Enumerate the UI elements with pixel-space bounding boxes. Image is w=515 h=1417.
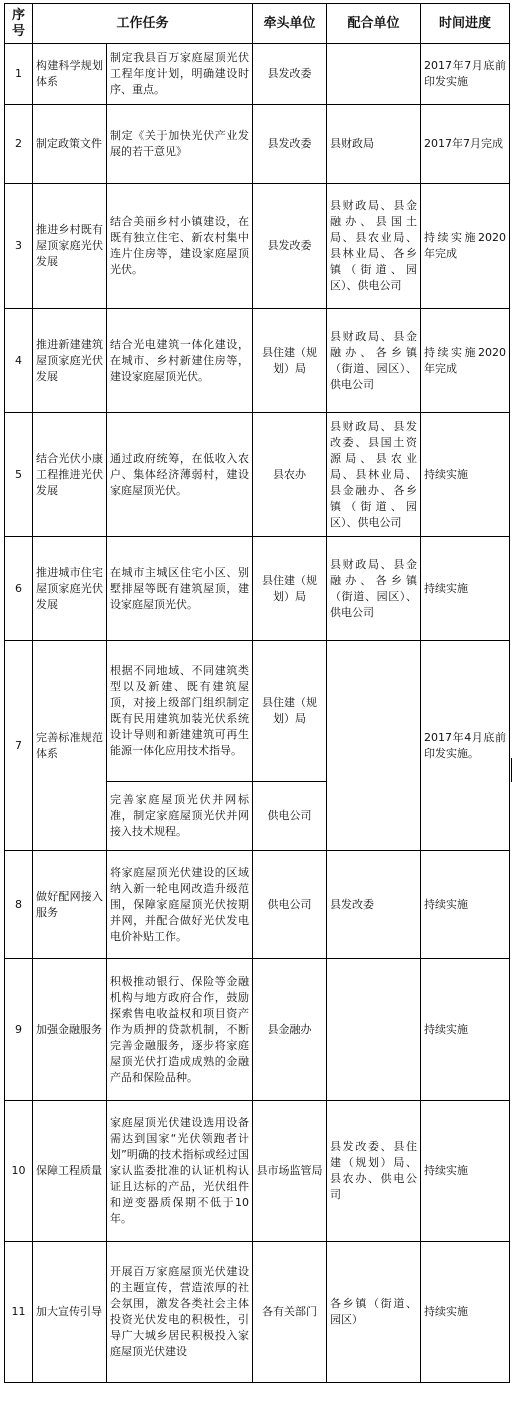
task-category: 保障工程质量 — [33, 1101, 107, 1242]
lead-unit: 各有关部门 — [253, 1242, 327, 1383]
task-description: 通过政府统筹，在低收入农户、集体经济薄弱村，建设家庭屋顶光伏。 — [107, 413, 253, 537]
header-lead-unit: 牵头单位 — [253, 4, 327, 44]
lead-unit: 供电公司 — [253, 851, 327, 959]
lead-unit: 县市场监管局 — [253, 1101, 327, 1242]
cooperate-unit: 县财政局、县金融办、各乡镇（街道、园区）、供电公司 — [327, 309, 421, 413]
header-task: 工作任务 — [33, 4, 253, 44]
cooperate-unit: 县财政局、县发改委、县国土资源局、县农业局、县林业局、县金融办、各乡镇（街道、园区）、供电公司 — [327, 413, 421, 537]
lead-unit: 县住建（规划）局 — [253, 309, 327, 413]
cooperate-unit: 县发改委 — [327, 851, 421, 959]
lead-unit: 县金融办 — [253, 959, 327, 1101]
task-description: 根据不同地域、不同建筑类型以及新建、既有建筑屋顶，对接上级部门组织制定既有民用建筑加装光伏系统设计导则和新建建筑可再生能源一体化应用技术指导。 — [107, 641, 253, 782]
task-description: 制定我县百万家庭屋顶光伏工程年度计划，明确建设时序、重点。 — [107, 44, 253, 105]
table-row — [5, 44, 510, 105]
table-row — [5, 537, 510, 641]
lead-unit: 县发改委 — [253, 44, 327, 105]
schedule: 持续实施 — [421, 1101, 510, 1242]
header-no: 序号 — [5, 4, 33, 44]
table-row — [5, 413, 510, 537]
row-number: 10 — [5, 1101, 33, 1242]
task-description: 将家庭屋顶光伏建设的区域纳入新一轮电网改造升级范围，保障家庭屋顶光伏按期并网，并配合做好光伏发电电价补贴工作。 — [107, 851, 253, 959]
lead-unit: 县住建（规划）局 — [253, 537, 327, 641]
task-description: 结合美丽乡村小镇建设，在既有独立住宅、新农村集中连片住房等，建设家庭屋顶光伏。 — [107, 184, 253, 309]
table-row — [5, 959, 510, 1101]
task-category: 构建科学规划体系 — [33, 44, 107, 105]
schedule: 持续实施 — [421, 851, 510, 959]
task-description: 结合光电建筑一体化建设，在城市、乡村新建住房等，建设家庭屋顶光伏。 — [107, 309, 253, 413]
schedule: 2017年7月底前印发实施 — [421, 44, 510, 105]
scan-edge-mark — [511, 758, 512, 782]
cooperate-unit — [327, 641, 421, 851]
schedule: 持续实施 — [421, 1242, 510, 1383]
task-category: 完善标准规范体系 — [33, 641, 107, 851]
cooperate-unit: 县财政局、县金融办、各乡镇（街道、园区）、供电公司 — [327, 537, 421, 641]
task-description: 在城市主城区住宅小区、别墅排屋等既有建筑屋顶，建设家庭屋顶光伏。 — [107, 537, 253, 641]
row-number: 7 — [5, 641, 33, 851]
row-number: 4 — [5, 309, 33, 413]
schedule: 持续实施 — [421, 959, 510, 1101]
table-row — [5, 1242, 510, 1383]
row-number: 3 — [5, 184, 33, 309]
schedule: 2017年4月底前印发实施。 — [421, 641, 510, 851]
schedule: 持续实施2020年完成 — [421, 184, 510, 309]
schedule: 持续实施2020年完成 — [421, 309, 510, 413]
task-description-secondary: 完善家庭屋顶光伏并网标准，制定家庭屋顶光伏并网接入技术规程。 — [107, 782, 253, 851]
lead-unit: 县农办 — [253, 413, 327, 537]
lead-unit: 县发改委 — [253, 184, 327, 309]
schedule: 持续实施 — [421, 537, 510, 641]
task-category: 结合光伏小康工程推进光伏发展 — [33, 413, 107, 537]
header-schedule: 时间进度 — [421, 4, 510, 44]
task-category: 推进新建建筑屋顶家庭光伏发展 — [33, 309, 107, 413]
row-number: 9 — [5, 959, 33, 1101]
task-category: 做好配网接入服务 — [33, 851, 107, 959]
task-category: 制定政策文件 — [33, 105, 107, 184]
row-number: 1 — [5, 44, 33, 105]
task-description: 家庭屋顶光伏建设选用设备需达到国家“光伏领跑者计划”明确的技术指标或经过国家认监委批准的认证机构认证且达标的产品，光伏组件和逆变器质保期不低于10年。 — [107, 1101, 253, 1242]
cooperate-unit: 县财政局、县金融办、县国土局、县农业局、县林业局、各乡镇（街道、园区）、供电公司 — [327, 184, 421, 309]
task-category: 推进城市住宅屋顶家庭光伏发展 — [33, 537, 107, 641]
lead-unit-secondary: 供电公司 — [253, 782, 327, 851]
table-row — [5, 851, 510, 959]
cooperate-unit — [327, 44, 421, 105]
table-row — [5, 641, 510, 782]
table-row — [5, 309, 510, 413]
task-category: 推进乡村既有屋顶家庭光伏发展 — [33, 184, 107, 309]
schedule: 2017年7月完成 — [421, 105, 510, 184]
table-row — [5, 105, 510, 184]
table-row — [5, 1101, 510, 1242]
header-cooperate-unit: 配合单位 — [327, 4, 421, 44]
task-category: 加大宣传引导 — [33, 1242, 107, 1383]
cooperate-unit: 各乡镇（街道、园区） — [327, 1242, 421, 1383]
row-number: 8 — [5, 851, 33, 959]
row-number: 2 — [5, 105, 33, 184]
row-number: 11 — [5, 1242, 33, 1383]
cooperate-unit — [327, 959, 421, 1101]
task-description: 积极推动银行、保险等金融机构与地方政府合作，鼓励探索售电收益权和项目资产作为质押的贷款机制，不断完善金融服务，逐步将家庭屋顶光伏打造成成熟的金融产品和保险品种。 — [107, 959, 253, 1101]
table-row — [5, 184, 510, 309]
work-plan-table — [4, 3, 510, 1383]
table-header-row — [5, 4, 510, 44]
cooperate-unit: 县发改委、县住建（规划）局、县农办、供电公司 — [327, 1101, 421, 1242]
task-category: 加强金融服务 — [33, 959, 107, 1101]
cooperate-unit: 县财政局 — [327, 105, 421, 184]
task-description: 开展百万家庭屋顶光伏建设的主题宣传，营造浓厚的社会氛围，激发各类社会主体投资光伏发电的积极性，引导广大城乡居民积极投入家庭屋顶光伏建设 — [107, 1242, 253, 1383]
row-number: 5 — [5, 413, 33, 537]
task-description: 制定《关于加快光伏产业发展的若干意见》 — [107, 105, 253, 184]
lead-unit: 县发改委 — [253, 105, 327, 184]
schedule: 持续实施 — [421, 413, 510, 537]
lead-unit: 县住建（规划）局 — [253, 641, 327, 782]
row-number: 6 — [5, 537, 33, 641]
